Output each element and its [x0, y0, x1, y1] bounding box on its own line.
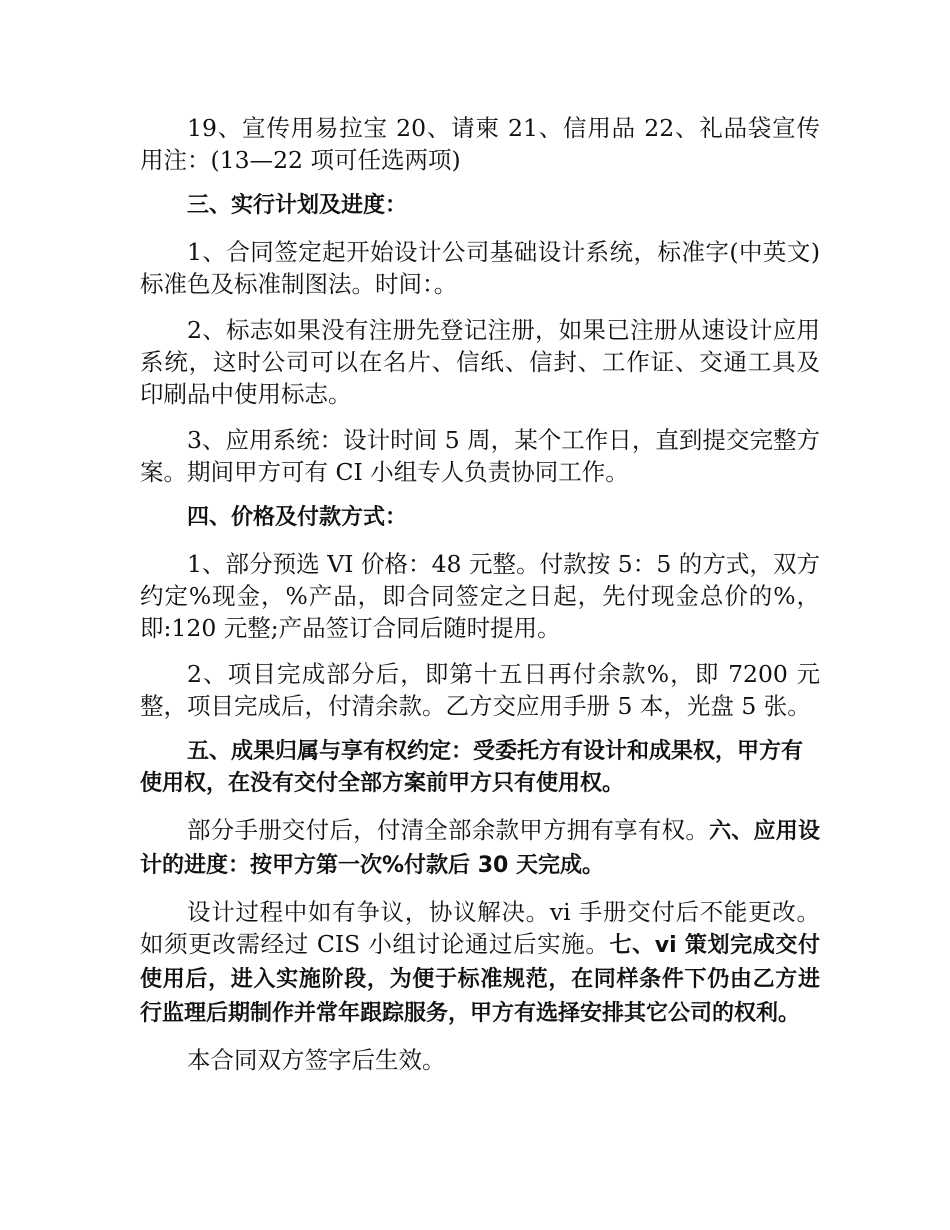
paragraph-effective: 本合同双方签字后生效。: [187, 1046, 446, 1074]
paragraph-price-2: 2、项目完成部分后，即第十五日再付余款%，即 7200 元整，项目完成后，付清余款。乙方交应用手册 5 本，光盘 5 张。: [140, 660, 820, 720]
paragraph-items-19-22: 19、宣传用易拉宝 20、请柬 21、信用品 22、礼品袋宣传用注：(13—22 项可任选两项): [140, 114, 820, 174]
paragraph-dispute: [140, 896, 820, 1030]
paragraph-plan-3: 3、应用系统：设计时间 5 周，某个工作日，直到提交完整方案。期间甲方可有 CI 小组专人负责协同工作。: [140, 426, 820, 486]
heading-section-6: 六、应用设计的进度：按甲方第一次%付款后 30 天完成。: [140, 819, 820, 878]
paragraph-plan-2: 2、标志如果没有注册先登记注册，如果已注册从速设计应用系统，这时公司可以在名片、信纸、信封、工作证、交通工具及印刷品中使用标志。: [140, 316, 820, 408]
heading-section-4: 四、价格及付款方式：: [187, 505, 408, 530]
paragraph-plan-1: 1、合同签定起开始设计公司基础设计系统，标准字(中英文)标准色及标准制图法。时间：。: [140, 238, 820, 298]
document-body: [140, 112, 820, 1090]
heading-section-3: 三、实行计划及进度：: [187, 193, 408, 218]
paragraph-price-1: 1、部分预选 VI 价格：48 元整。付款按 5：5 的方式，双方约定%现金，%产品，即合同签定之日起，先付现金总价的%，即:120 元整;产品签订合同后随时提用。: [140, 550, 820, 642]
heading-section-7: 七、vi 策划完成交付使用后，进入实施阶段，为便于标准规范，在同样条件下仍由乙方进行监理后期制作并常年跟踪服务，甲方有选择安排其它公司的权利。: [140, 933, 820, 1026]
heading-section-5: 五、成果归属与享有权约定：受委托方有设计和成果权，甲方有使用权，在没有交付全部方案前甲方只有使用权。: [140, 739, 804, 796]
paragraph-dispute-text: 设计过程中如有争议，协议解决。vi 手册交付后不能更改。如须更改需经过 CIS 小组讨论通过后实施。: [140, 898, 820, 958]
paragraph-ownership-text: 部分手册交付后，付清全部余款甲方拥有享有权。: [187, 816, 710, 844]
paragraph-ownership: [140, 814, 820, 882]
